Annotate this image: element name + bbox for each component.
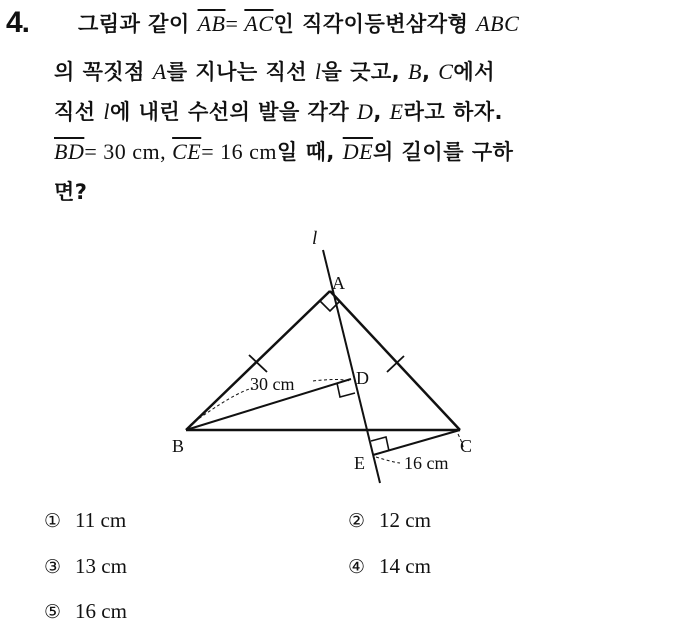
point-b-label: B bbox=[172, 436, 185, 456]
point-c-label: C bbox=[460, 436, 473, 456]
question-number: 4. bbox=[6, 6, 30, 39]
line-l-label: l bbox=[312, 228, 318, 249]
tick-ab bbox=[249, 355, 267, 372]
choice-2[interactable]: ② 12 cm bbox=[348, 508, 431, 532]
tick-ac bbox=[387, 356, 404, 372]
question-line-2: 의 꼭짓점 A를 지나는 직선 l을 긋고, B, C에서 bbox=[54, 59, 495, 84]
segment-ce bbox=[373, 430, 460, 455]
point-e-label: E bbox=[354, 453, 365, 473]
question-line-5: 면? bbox=[54, 180, 88, 204]
segment-ab bbox=[186, 291, 330, 430]
question-line-1: 그림과 같이 $\overline{AB}= \overline{AC}$인 직각이등변삼각형 ABC bbox=[78, 11, 520, 36]
choice-5[interactable]: ⑤ 16 cm bbox=[44, 599, 127, 623]
bd-length-label: 30 cm bbox=[250, 374, 295, 394]
choice-1[interactable]: ① 11 cm bbox=[44, 508, 127, 532]
question-line-3: 직선 l에 내린 수선의 발을 각각 D, E라고 하자. bbox=[54, 99, 504, 124]
ce-length-label: 16 cm bbox=[404, 453, 449, 473]
choice-4[interactable]: ④ 14 cm bbox=[348, 554, 431, 578]
choice-3[interactable]: ③ 13 cm bbox=[44, 554, 127, 578]
right-angle-d bbox=[337, 383, 355, 397]
question-line-4: $\overline{BD}= 30$ cm, $\overline{CE}= 16$ cm일 때, $\overline{DE}$의 길이를 구하 bbox=[54, 139, 514, 164]
point-d-label: D bbox=[356, 368, 369, 388]
point-a-label: A bbox=[332, 273, 345, 293]
right-angle-e bbox=[371, 437, 389, 451]
